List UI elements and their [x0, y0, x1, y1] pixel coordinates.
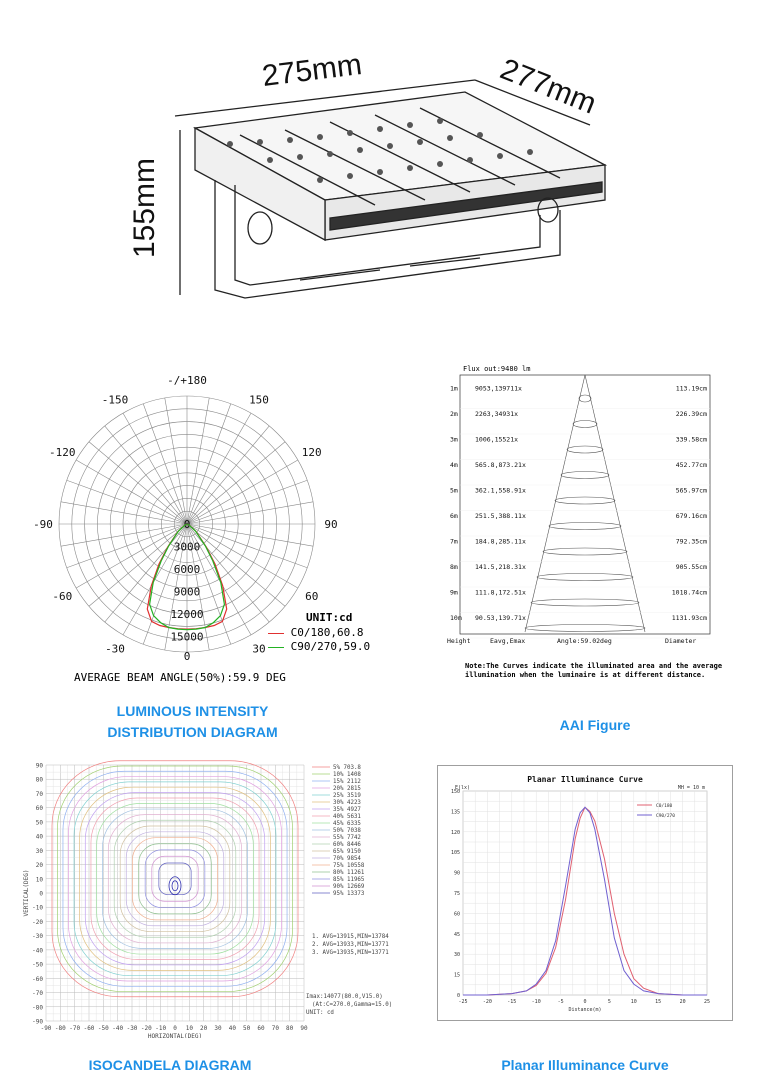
- planar-title: Planar Illuminance Curve: [527, 775, 643, 784]
- aai-footer-angle: Angle:59.02deg: [557, 637, 612, 645]
- iso-x-tick: 0: [173, 1025, 177, 1032]
- iso-x-tick: -10: [155, 1025, 167, 1032]
- aai-figure: [445, 373, 725, 658]
- aai-eavg: 184.8,285.11x: [475, 537, 526, 546]
- iso-legend-label: 60% 8446: [333, 842, 361, 848]
- aai-eavg: 111.8,172.51x: [475, 588, 526, 597]
- aai-eavg: 2263,34931x: [475, 410, 519, 418]
- polar-unit: UNIT:cd: [306, 611, 353, 624]
- dimension-depth: 277mm: [495, 52, 601, 121]
- planar-y-tick: 105: [450, 850, 460, 857]
- planar-x-tick: 15: [655, 999, 662, 1005]
- planar-x-tick: -10: [531, 999, 541, 1005]
- polar-angle-label: 120: [301, 446, 322, 459]
- planar-x-tick: -20: [482, 999, 492, 1005]
- aai-height: 1m: [450, 384, 458, 393]
- polar-angle-label: 60: [305, 590, 319, 603]
- polar-angle-label: 90: [324, 518, 338, 531]
- aai-diameter: 1131.93cm: [671, 614, 707, 622]
- iso-y-tick: -30: [32, 933, 43, 941]
- iso-avg-line: 1. AVG=13915,MIN=13784: [312, 934, 389, 940]
- polar-legend-c0: [268, 626, 363, 639]
- planar-x-tick: -25: [458, 999, 468, 1005]
- planar-y-tick: 150: [450, 789, 460, 795]
- aai-height: 10m: [450, 614, 462, 622]
- aai-cone-left: [525, 375, 585, 632]
- iso-y-tick: -40: [32, 947, 43, 955]
- planar-x-tick: 5: [607, 999, 611, 1005]
- polar-caption: [90, 701, 295, 743]
- iso-x-tick: 20: [200, 1025, 208, 1032]
- planar-y-tick: 120: [450, 829, 460, 836]
- aai-ellipse: [537, 574, 633, 581]
- iso-legend-label: 40% 5631: [333, 814, 361, 820]
- iso-legend-label: 45% 6335: [333, 821, 361, 827]
- iso-legend-label: 10% 1408: [333, 772, 361, 778]
- polar-angle-label: -120: [49, 446, 76, 459]
- polar-ring-label: 0: [183, 518, 191, 531]
- legend-c0-label: C0/180,60.8: [290, 626, 364, 639]
- polar-ring-label: 3000: [173, 540, 201, 554]
- iso-legend-label: 95% 13373: [333, 891, 365, 897]
- polar-angle-label: 150: [249, 393, 269, 407]
- iso-x-tick: 10: [185, 1025, 193, 1032]
- aai-diameter: 565.97cm: [675, 486, 707, 495]
- planar-illuminance-chart: [437, 765, 733, 1021]
- planar-y-tick: 90: [453, 870, 460, 877]
- dimension-width: 275mm: [260, 48, 364, 93]
- aai-flux: Flux out:9480 lm: [463, 365, 531, 373]
- iso-legend-label: 35% 4927: [333, 807, 361, 813]
- aai-caption: AAI Figure: [559, 717, 631, 733]
- planar-ylabel: E(lx): [455, 785, 471, 791]
- aai-eavg: 565.8,873.21x: [475, 461, 526, 469]
- iso-y-tick: 80: [35, 776, 43, 784]
- aai-height: 6m: [450, 512, 458, 520]
- aai-ellipse: [573, 421, 597, 428]
- planar-y-tick: 60: [453, 911, 460, 918]
- planar-x-tick: 10: [630, 999, 637, 1005]
- planar-legend-label: C0/180: [656, 804, 673, 809]
- iso-legend-label: 80% 11261: [333, 870, 365, 876]
- planar-mh: MH = 10 m: [677, 785, 705, 791]
- iso-x-tick: 30: [214, 1025, 222, 1032]
- polar-caption-line1: LUMINOUS INTENSITY: [116, 703, 269, 719]
- aai-diameter: 452.77cm: [675, 461, 707, 469]
- iso-y-tick: 10: [35, 876, 43, 884]
- planar-x-tick: -5: [557, 999, 564, 1005]
- aai-diameter: 226.39cm: [675, 410, 707, 418]
- iso-x-tick: 90: [300, 1025, 308, 1032]
- iso-legend-label: 30% 4223: [333, 800, 361, 806]
- polar-caption-line2: DISTRIBUTION DIAGRAM: [107, 724, 278, 740]
- aai-diameter: 792.35cm: [675, 537, 707, 546]
- polar-angle-label: -150: [101, 393, 129, 407]
- aai-height: 8m: [450, 563, 458, 571]
- iso-legend-label: 70% 9854: [333, 856, 361, 862]
- iso-unit: UNIT: cd: [306, 1010, 334, 1016]
- polar-ring-label: 15000: [170, 630, 204, 644]
- aai-ellipse: [555, 497, 615, 504]
- aai-ellipse: [549, 523, 621, 530]
- iso-legend-label: 15% 2112: [333, 779, 361, 785]
- iso-x-tick: -30: [126, 1025, 138, 1032]
- planar-caption: Planar Illuminance Curve: [501, 1057, 669, 1073]
- aai-ellipse: [567, 446, 603, 453]
- iso-x-tick: -80: [54, 1025, 66, 1032]
- iso-y-tick: 0: [39, 890, 43, 898]
- isocandela-diagram: [20, 758, 410, 1038]
- legend-line: [268, 633, 284, 634]
- planar-x-tick: 25: [703, 999, 711, 1005]
- iso-legend-label: 25% 3519: [333, 793, 361, 799]
- planar-y-tick: 75: [453, 891, 460, 897]
- iso-y-tick: 90: [35, 762, 43, 770]
- aai-height: 7m: [450, 537, 458, 546]
- iso-x-tick: -50: [97, 1025, 109, 1032]
- aai-footer-diameter: Diameter: [665, 637, 697, 645]
- aai-ellipse: [561, 472, 609, 479]
- iso-avg-line: 3. AVG=13935,MIN=13771: [312, 950, 389, 956]
- iso-y-tick: -70: [32, 990, 43, 998]
- iso-legend-label: 90% 12669: [333, 884, 365, 890]
- planar-x-tick: 0: [583, 999, 587, 1005]
- beam-angle: AVERAGE BEAM ANGLE(50%):59.9 DEG: [74, 671, 286, 684]
- iso-y-tick: -20: [32, 918, 43, 926]
- aai-height: 4m: [450, 461, 458, 469]
- aai-note-line2: illumination when the luminaire is at different distance.: [465, 671, 706, 679]
- iso-y-tick: 40: [35, 833, 43, 841]
- aai-ellipse: [543, 548, 627, 555]
- aai-diameter: 1018.74cm: [671, 588, 707, 597]
- aai-eavg: 251.5,388.11x: [475, 512, 526, 520]
- iso-x-tick: -90: [40, 1025, 52, 1032]
- iso-y-tick: 30: [35, 847, 43, 855]
- planar-x-tick: 20: [679, 999, 686, 1005]
- iso-x-tick: 50: [243, 1025, 251, 1032]
- iso-y-tick: 70: [35, 790, 43, 798]
- aai-diameter: 339.58cm: [675, 435, 707, 444]
- polar-ring-label: 9000: [173, 585, 201, 599]
- planar-y-tick: 45: [453, 931, 460, 938]
- iso-x-tick: -20: [140, 1025, 152, 1032]
- aai-footer-eavg: Eavg,Emax: [490, 637, 526, 645]
- iso-x-tick: 80: [286, 1025, 294, 1032]
- iso-caption: ISOCANDELA DIAGRAM: [88, 1057, 252, 1073]
- iso-y-tick: -50: [32, 961, 43, 969]
- planar-y-tick: 30: [453, 952, 460, 959]
- aai-ellipse: [531, 599, 639, 606]
- aai-note-line1: Note:The Curves indicate the illuminated area and the average: [465, 662, 723, 670]
- iso-y-tick: 60: [35, 805, 43, 813]
- iso-legend-label: 65% 9150: [333, 849, 361, 855]
- aai-footer-height: Height: [447, 637, 471, 645]
- aai-height: 9m: [450, 588, 458, 597]
- polar-ring-label: 6000: [173, 563, 201, 577]
- aai-eavg: 141.5,218.31x: [475, 563, 526, 571]
- polar-angle-label: -90: [33, 518, 53, 531]
- aai-diameter: 679.16cm: [675, 512, 707, 520]
- iso-legend-label: 20% 2815: [333, 786, 361, 792]
- iso-ylabel: VERTICAL(DEG): [23, 869, 30, 917]
- iso-legend-label: 50% 7038: [333, 828, 361, 834]
- iso-y-tick: 50: [35, 819, 43, 827]
- iso-y-tick: 20: [35, 862, 43, 870]
- aai-height: 5m: [450, 486, 458, 495]
- planar-legend-label: C90/270: [656, 814, 675, 819]
- planar-xlabel: Distance(m): [568, 1007, 602, 1013]
- planar-x-tick: -15: [507, 999, 517, 1005]
- aai-height: 3m: [450, 435, 458, 444]
- aai-note: [465, 662, 722, 680]
- aai-ellipse: [525, 625, 645, 632]
- planar-y-tick: 135: [450, 809, 460, 816]
- iso-legend-label: 55% 7742: [333, 835, 361, 841]
- polar-ring-label: 12000: [170, 608, 204, 622]
- polar-angle-label: -/+180: [167, 375, 207, 387]
- polar-legend-c90: [268, 640, 370, 653]
- aai-eavg: 1006,15521x: [475, 435, 519, 444]
- polar-angle-label: -30: [105, 642, 125, 656]
- legend-line: [268, 647, 284, 648]
- iso-legend-label: 85% 11965: [333, 877, 365, 883]
- iso-x-tick: 40: [228, 1025, 236, 1032]
- aai-eavg: 9053,139711x: [475, 384, 522, 393]
- polar-angle-label: 30: [252, 642, 266, 656]
- iso-legend-label: 75% 10558: [333, 863, 365, 869]
- iso-x-tick: -70: [69, 1025, 81, 1032]
- planar-y-tick: 0: [456, 993, 460, 999]
- iso-x-tick: -40: [112, 1025, 124, 1032]
- aai-height: 2m: [450, 410, 458, 418]
- aai-cone-right: [585, 375, 645, 632]
- polar-bottom-zero: 0: [183, 650, 191, 663]
- aai-diameter: 113.19cm: [675, 384, 707, 393]
- planar-y-tick: 15: [453, 972, 460, 979]
- iso-y-tick: -80: [32, 1004, 43, 1012]
- iso-avg-line: 2. AVG=13933,MIN=13771: [312, 942, 389, 948]
- legend-c90-label: C90/270,59.0: [290, 640, 371, 653]
- aai-diameter: 905.55cm: [675, 563, 707, 571]
- aai-ellipse: [579, 395, 591, 402]
- iso-imax-1: Imax:14077(80.0,V15.0): [306, 994, 383, 1000]
- iso-y-tick: -90: [32, 1018, 43, 1026]
- iso-x-tick: 70: [271, 1025, 279, 1032]
- dimension-height: 155mm: [128, 157, 161, 258]
- iso-x-tick: 60: [257, 1025, 265, 1032]
- aai-eavg: 362.1,558.91x: [475, 486, 526, 495]
- polar-angle-label: -60: [52, 590, 73, 603]
- iso-y-tick: -60: [32, 975, 43, 983]
- iso-xlabel: HORIZONTAL(DEG): [147, 1033, 203, 1038]
- iso-imax-2: (At:C=270.0,Gamma=15.0): [312, 1002, 393, 1008]
- iso-legend-label: 5% 703.8: [333, 765, 361, 771]
- iso-y-tick: -10: [32, 904, 43, 912]
- aai-eavg: 90.53,139.71x: [475, 614, 526, 622]
- iso-x-tick: -60: [83, 1025, 95, 1032]
